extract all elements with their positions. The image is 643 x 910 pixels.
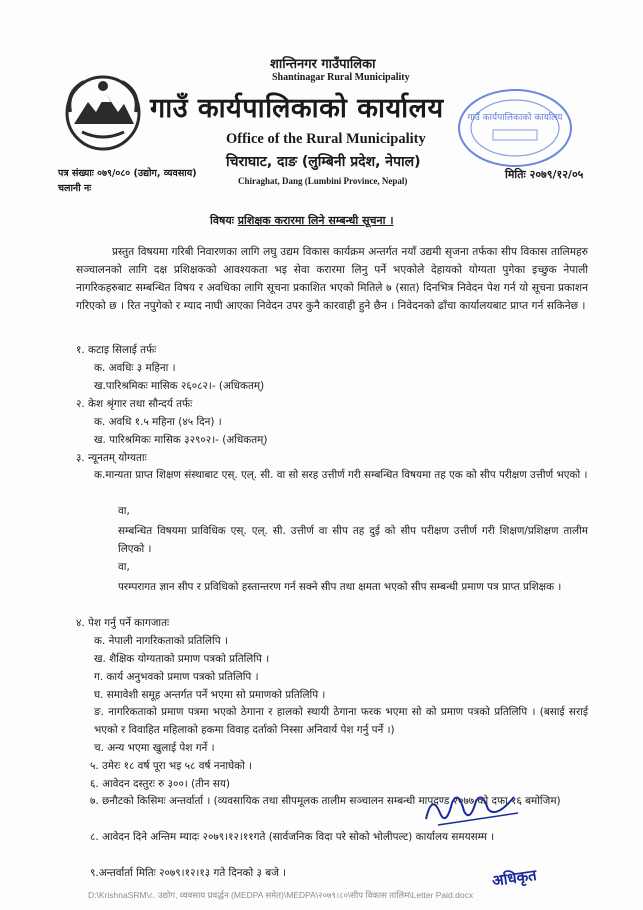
nepal-emblem-icon	[62, 72, 144, 158]
section-2-duration: क. अवधि १.५ महिना (४५ दिन) ।	[94, 416, 222, 428]
address-en: Chiraghat, Dang (Lumbini Province, Nepal)	[238, 176, 408, 186]
section-3-item-a: क.मान्यता प्राप्त शिक्षण संस्थाबाट एस्. एल्. सी. वा सो सरह उत्तीर्ण गरी सम्बन्धित विषयमा तह एक को सीप परीक्षण उत्तीर्ण भएको ।	[94, 469, 588, 481]
section-4-item-b: ख. शैक्षिक योग्यताको प्रमाण पत्रको प्रतिलिपि ।	[94, 653, 270, 665]
section-2-remuneration: ख. पारिश्रमिकः मासिक ३२९०२।- (अधिकतम्)	[94, 434, 268, 446]
section-4-item-c: ग. कार्य अनुभवको प्रमाण पत्रको प्रतिलिपि ।	[94, 671, 259, 683]
section-3-item-b: सम्बन्धित विषयमा प्राविधिक एस्. एल्. सी. उत्तीर्ण वा सीप तह दुई को सीप परीक्षण उत्तीर्ण गरी शिक्षण/प्रशिक्षण तालीम लिएको ।	[118, 525, 588, 555]
office-name-np: गाउँ कार्यपालिकाको कार्यालय	[150, 93, 444, 124]
office-stamp-icon	[455, 86, 575, 174]
office-name-en: Office of the Rural Municipality	[226, 131, 426, 147]
signature-icon	[418, 783, 528, 837]
section-6-fee: ६. आवेदन दस्तुरः रु ३००। (तीन सय)	[90, 778, 230, 790]
section-1-duration: क. अवधिः ३ महिना ।	[94, 362, 176, 374]
section-7-selection: ७. छनौटको किसिमः अन्तर्वार्ता । (व्यवसायिक तथा सीपमूलक तालीम सञ्चालन सम्बन्धी मापदण्ड २०७७ को दफा १६ बमोजिम)	[90, 795, 561, 807]
section-9-interview: ९.अन्तर्वार्ता मितिः २०७९।१२।१३ गते दिनको ३ बजे ।	[90, 867, 287, 879]
signatory-title: अधिकृत	[490, 865, 538, 891]
section-1-title: १. कटाइ सिलाई तर्फः	[76, 344, 157, 356]
body-paragraph-text: प्रस्तुत विषयमा गरिबी निवारणका लागि लघु उद्यम विकास कार्यक्रम अन्तर्गत नयाँ उद्यमी सृजना तर्फका सीप विकास तालिमहरु सञ्चालनको लागि दक्ष प्रशिक्षकको आवश्यकता भइ सेवा करारमा लिनु पर्ने भएकोले देहायको योग्यता पुगेका इच्छुक नेपाली नागरिकहरुबाट सम्बन्धित विषय र अवधिका लागि सूचना प्रकाशित भएको मितिले ७ (सात) दिनभित्र निवेदन पेश गर्न यो सूचना प्रकाशन गरिएको छ । रित नपुगेको र म्याद नाघी आएका निवेदन उपर कुनै कारवाही हुने छैन । निवेदनको ढाँचा कार्यालयबाट प्राप्त गर्न सकिनेछ ।	[76, 246, 588, 312]
section-8-deadline: ८. आवेदन दिने अन्तिम म्यादः २०७९।१२।११गते (सार्वजनिक विदा परे सोको भोलीपल्ट) कार्यालय समयसम्म ।	[90, 828, 588, 846]
section-4-title: ४. पेश गर्नु पर्ने कागजातः	[76, 617, 170, 629]
section-2-title: २. केश श्रृंगार तथा सौन्दर्य तर्फः	[76, 398, 193, 410]
section-4-item-e: ङ. नागरिकताको प्रमाण पत्रमा भएको ठेगाना र हालको स्थायी ठेगाना फरक भएमा सो को प्रमाण पत्रको प्रतिलिपि । (बसाई सराई भएको र विवाहित महिलाको हकमा विवाह दर्ताको निस्सा अनिवार्य पेश गर्नु पर्ने ।)	[94, 706, 588, 736]
section-3-item-c: परम्परागत ज्ञान सीप र प्रविधिको हस्तान्तरण गर्न सक्ने सीप तथा क्षमता भएको सीप सम्बन्धी प्रमाण पत्र प्राप्त प्रशिक्षक ।	[118, 581, 562, 593]
letter-date: मितिः २०७९/१२/०५	[505, 168, 584, 181]
subject-label: विषयः	[210, 214, 234, 227]
section-1-remuneration: ख.पारिश्रमिकः मासिक २६०८२।- (अधिकतम्)	[94, 380, 265, 392]
reference-number: पत्र संख्याः ०७९/०८० (उद्योग, व्यवसाय)	[58, 168, 197, 179]
section-4-item-a: क. नेपाली नागरिकताको प्रतिलिपि ।	[94, 635, 228, 647]
subject-line	[210, 213, 393, 228]
municipality-name-np: शान्तिनगर गाउँपालिका	[270, 57, 376, 72]
footer-file-path: D:\KrishnaSRM\८. उद्योग, व्यवसाय प्रवर्द्धन (MEDPA समेत)\MEDPA\२०७९।८०\सीप विकास तालिम\Letter Paid.docx	[88, 890, 474, 900]
section-3-or-1: वा,	[118, 505, 130, 517]
section-4-item-f: च. अन्य भएमा खुलाई पेश गर्ने ।	[94, 742, 215, 754]
dispatch-number: चलानी नः	[58, 183, 92, 194]
section-4-item-d: घ. समावेशी समूह अन्तर्गत पर्ने भएमा सो प्रमाणको प्रतिलिपि ।	[94, 689, 326, 701]
body-paragraph	[76, 243, 588, 315]
municipality-name-en: Shantinagar Rural Municipality	[272, 72, 410, 83]
address-np: चिराघाट, दाङ (लुम्बिनी प्रदेश, नेपाल)	[226, 154, 421, 170]
section-3-title: ३. न्यूनतम् योग्यताः	[76, 452, 147, 464]
stamp-text: गाउँ कार्यपालिकाको कार्यालय	[467, 113, 563, 123]
subject-text: प्रशिक्षक करारमा लिने सम्बन्धी सूचना ।	[237, 214, 394, 227]
section-5-age: ५. उमेरः १८ वर्ष पूरा भइ ५८ वर्ष ननाघेको ।	[90, 760, 253, 772]
section-3-or-2: वा,	[118, 561, 130, 573]
